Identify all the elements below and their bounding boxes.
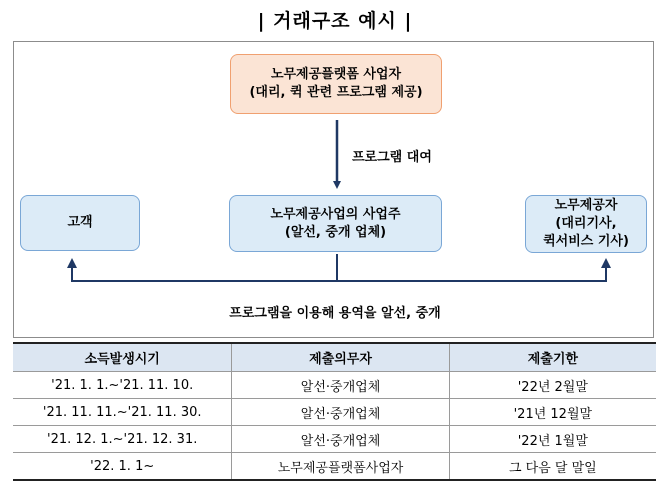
customer-label: 고객 <box>67 215 93 230</box>
cell-obligor: 알선·중개업체 <box>232 372 449 399</box>
cell-deadline: '22년 1월말 <box>449 426 656 453</box>
cell-period: '22. 1. 1~ <box>13 453 232 481</box>
table-row <box>13 453 656 481</box>
cell-obligor: 알선·중개업체 <box>232 399 449 426</box>
worker-arrowhead <box>601 258 611 268</box>
worker-desc-1: (대리기사, <box>555 216 617 231</box>
business-desc: (알선, 중개 업체) <box>284 224 387 240</box>
cell-obligor: 알선·중개업체 <box>232 426 449 453</box>
header-deadline: 제출기한 <box>449 343 656 372</box>
worker-name: 노무제공자 <box>554 198 618 213</box>
table-row <box>13 399 656 426</box>
cell-obligor: 노무제공플랫폼사업자 <box>232 453 449 481</box>
business-name: 노무제공사업의 사업주 <box>270 206 401 222</box>
business-owner-box <box>229 195 442 252</box>
cell-deadline: '21년 12월말 <box>449 399 656 426</box>
cell-deadline: '22년 2월말 <box>449 372 656 399</box>
cell-period: '21. 11. 11.~'21. 11. 30. <box>13 399 232 426</box>
provider-desc: (대리, 퀵 관련 프로그램 제공) <box>249 85 423 100</box>
mediate-connector <box>72 262 606 281</box>
header-income-period: 소득발생시기 <box>13 343 232 372</box>
table-header-row <box>13 343 656 372</box>
cell-deadline: 그 다음 달 말일 <box>449 453 656 481</box>
cell-period: '21. 1. 1.~'21. 11. 10. <box>13 372 232 399</box>
table-row <box>13 426 656 453</box>
cell-period: '21. 12. 1.~'21. 12. 31. <box>13 426 232 453</box>
platform-provider-box <box>230 54 442 114</box>
page-title: | 거래구조 예시 | <box>257 10 413 32</box>
worker-box <box>525 195 647 253</box>
customer-box <box>20 195 140 251</box>
mediate-label: 프로그램을 이용해 용역을 알선, 중개 <box>229 306 441 321</box>
rent-label: 프로그램 대여 <box>352 150 432 165</box>
header-obligor: 제출의무자 <box>232 343 449 372</box>
provider-name: 노무제공플랫폼 사업자 <box>270 67 402 82</box>
worker-desc-2: 퀵서비스 기사) <box>543 234 629 249</box>
deadline-table <box>13 342 656 481</box>
table-row <box>13 372 656 399</box>
customer-arrowhead <box>67 258 77 268</box>
